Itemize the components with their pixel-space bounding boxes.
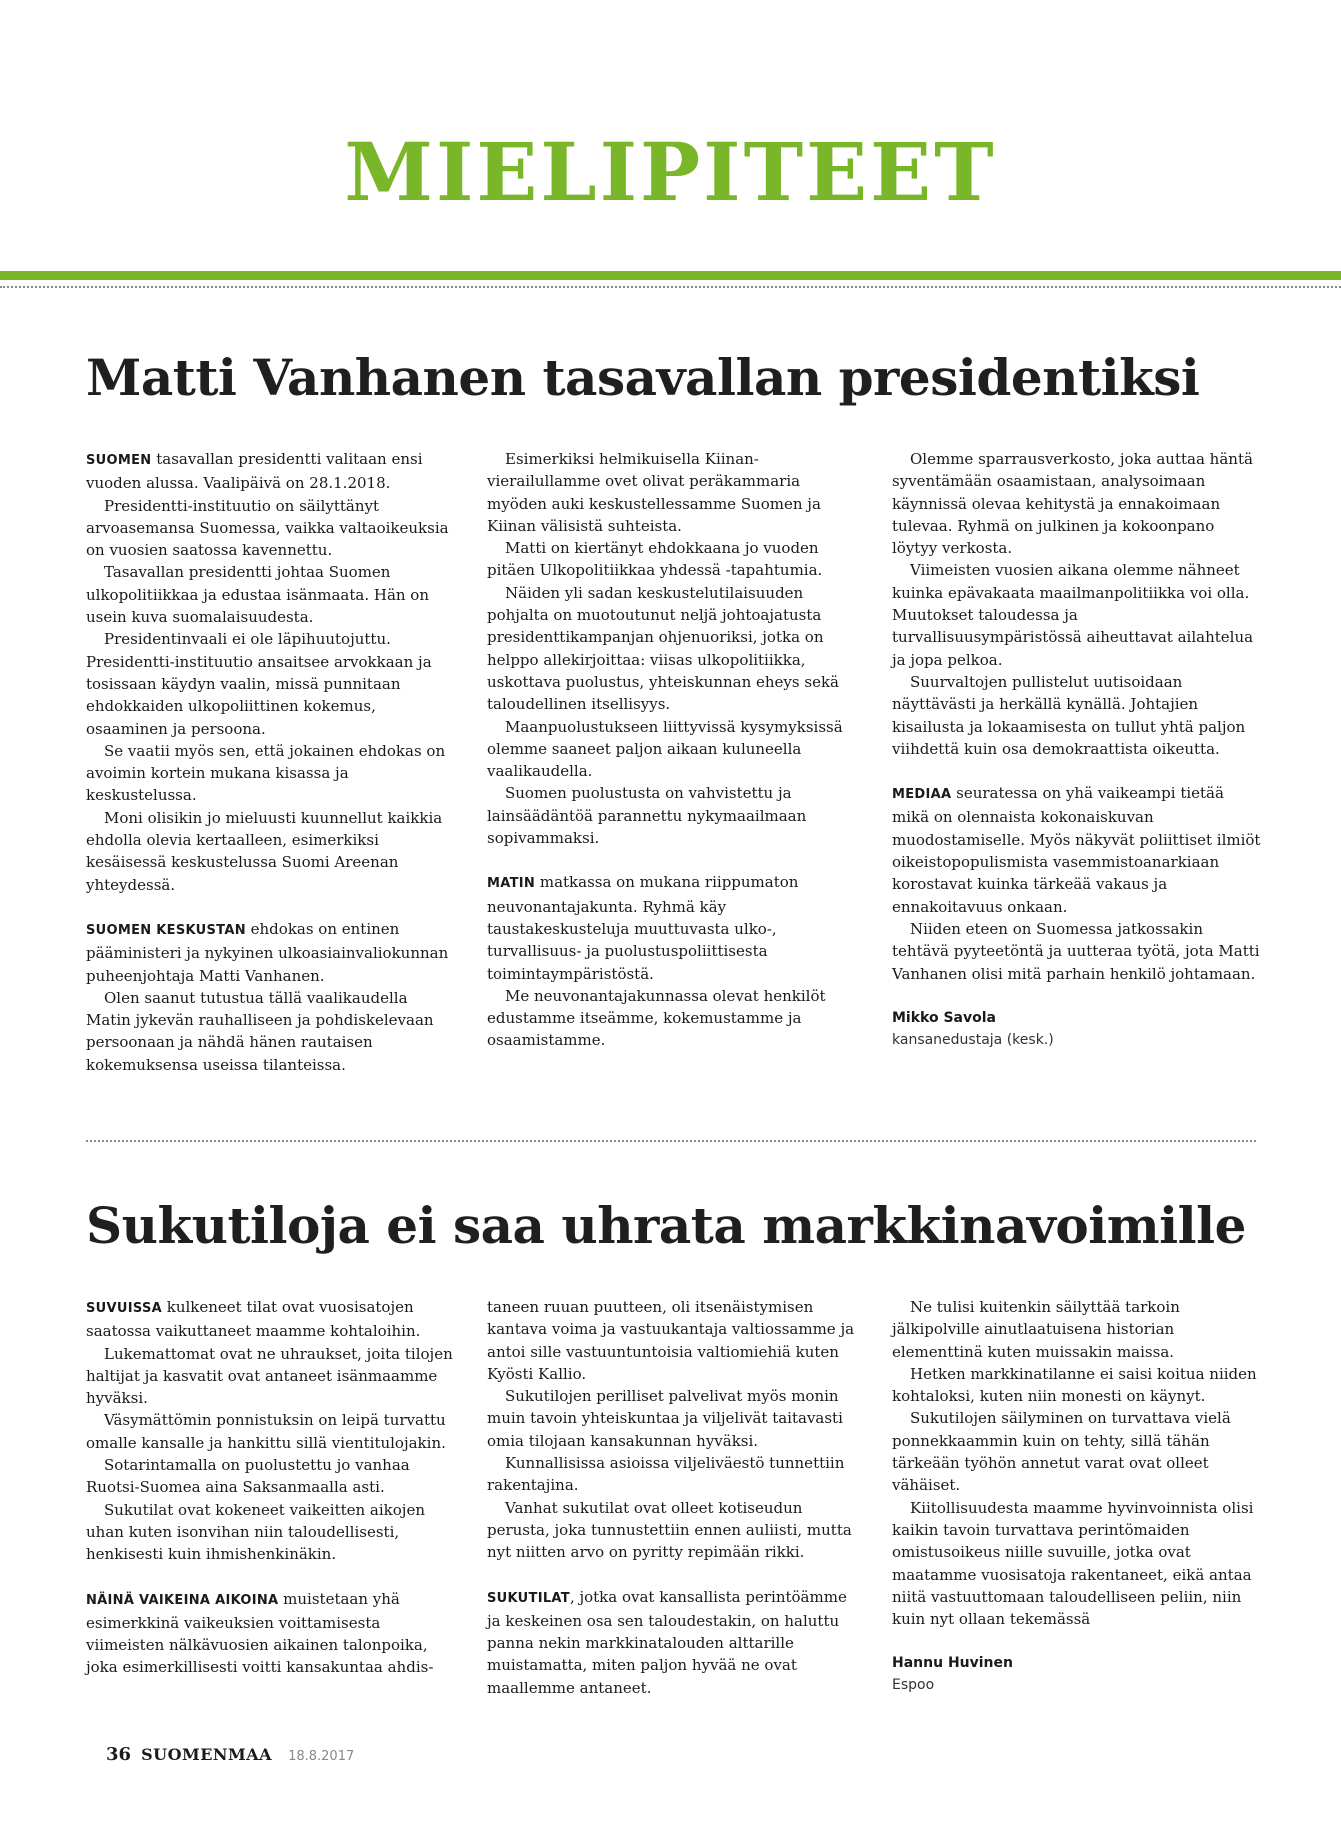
- paragraph: [86, 495, 456, 562]
- paragraph-text: Me neuvonantajakunnassa olevat henkilöt edustamme itseämme, kokemustamme ja osaamistamme.: [487, 986, 826, 1050]
- section-title: MIELIPITEET: [344, 125, 997, 219]
- paragraph-text: Sukutilat ovat kokeneet vaikeitten aikojen uhan kuten isonvihan niin taloudellisesti, henkisesti kuin ihmishenkinäkin.: [86, 1500, 425, 1564]
- paragraph-text: Kiitollisuudesta maamme hyvinvoinnista olisi kaikin tavoin turvattava perintömaiden omistusoikeus niille suvuille, jotka ovat maatamme vuosisatoja rakentaneet, eikä antaa niitä vastuuttomaan taloudelliseen peliin, niin kuin nyt ollaan tekemässä: [892, 1498, 1254, 1629]
- paragraph: [487, 537, 857, 582]
- paragraph: [892, 1497, 1262, 1631]
- paragraph: [892, 1407, 1262, 1496]
- paragraph-text: , jotka ovat kansallista perintöämme ja keskeinen osa sen taloudestakin, on haluttu panna nekin markkinatalouden alttarille muistamatta, miten paljon hyvää ne ovat maallemme antaneet.: [487, 1587, 847, 1697]
- page-number: 36: [106, 1744, 132, 1765]
- paragraph-text: Hetken markkinatilanne ei saisi koitua niiden kohtaloksi, kuten niin monesti on käynyt.: [892, 1364, 1257, 1406]
- paragraph: [86, 561, 456, 628]
- article1-byline: [892, 1007, 1262, 1051]
- paragraph-text: Olen saanut tutustua tällä vaalikaudella Matin jykevän rauhalliseen ja pohdiskelevaan persoonaan ja nähdä hänen rautaisen kokemuksensa useissa tilanteissa.: [86, 988, 434, 1074]
- paragraph: [86, 1409, 456, 1454]
- paragraph-text: Matti on kiertänyt ehdokkaana jo vuoden pitäen Ulkopolitiikkaa yhdessä -tapahtumia.: [487, 539, 823, 580]
- paragraph: [86, 628, 456, 739]
- article1-column-3: [892, 448, 1262, 1051]
- paragraph: [487, 1586, 857, 1699]
- paragraph-lead-word: SUOMEN: [86, 453, 152, 468]
- article2-byline: [892, 1652, 1262, 1696]
- paragraph: [86, 807, 456, 896]
- paragraph-text: Esimerkiksi helmikuisella Kiinan-vierailullamme ovet olivat peräkammaria myöden auki keskustellessamme Suomen ja Kiinan välisistä suhteista.: [487, 450, 821, 535]
- paragraph-text: Kunnallisissa asioissa viljeliväestö tunnettiin rakentajina.: [487, 1454, 845, 1495]
- paragraph-text: Lukemattomat ovat ne uhraukset, joita tilojen haltijat ja kasvatit ovat antaneet isänmaamme hyväksi.: [86, 1344, 453, 1408]
- paragraph: [892, 918, 1262, 985]
- paragraph: [487, 1296, 857, 1385]
- paragraph: [892, 1296, 1262, 1363]
- article1-headline: Matti Vanhanen tasavallan presidentiksi: [86, 348, 1200, 407]
- paragraph: [892, 559, 1262, 670]
- paragraph-text: Presidentinvaali ei ole läpihuutojuttu. Presidentti-instituutio ansaitsee arvokkaan ja tosissaan käydyn vaalin, missä punnitaan ehdokkaiden ulkopoliittinen kokemus, osaaminen ja persoona.: [86, 630, 432, 738]
- article2-headline: Sukutiloja ei saa uhrata markkinavoimille: [86, 1196, 1246, 1255]
- paragraph-text: Moni olisikin jo mieluusti kuunnellut kaikkia ehdolla olevia kertaalleen, esimerkiksi kesäisessä keskustelussa Suomi Areenan yhteydessä.: [86, 808, 443, 894]
- paragraph-text: seuratessa on yhä vaikeampi tietää mikä on olennaista kokonaiskuvan muodostamiselle. Myös näkyvät poliittiset ilmiöt oikeistopopulismista vasemmistoanarkiaan korostavat kuinka tärkeää vakaus ja ennakoitavuus onkaan.: [892, 784, 1261, 916]
- paragraph: [86, 1343, 456, 1410]
- paragraph-lead-word: MEDIAA: [892, 787, 952, 803]
- paragraph-lead-word: MATIN: [487, 876, 536, 892]
- paragraph: [86, 987, 456, 1076]
- dotted-divider-top: [0, 286, 1341, 288]
- author-title: Espoo: [892, 1677, 935, 1694]
- paragraph-text: tasavallan presidentti valitaan ensi vuoden alussa. Vaalipäivä on 28.1.2018.: [86, 450, 423, 493]
- paragraph: [487, 985, 857, 1052]
- author-name: Hannu Huvinen: [892, 1655, 1013, 1672]
- paragraph-text: Olemme sparrausverkosto, joka auttaa häntä syventämään osaamistaan, analysoimaan käynnissä olevaa kehitystä ja ennakoimaan tulevaa. Ryhmä on julkinen ja kokoonpano löytyy verkosta.: [892, 450, 1253, 558]
- paragraph-text: Sukutilojen perilliset palvelivat myös monin muin tavoin yhteiskuntaa ja viljelivät taitavasti omia tilojaan kansakunnan hyväksi.: [487, 1387, 843, 1450]
- paragraph: [892, 1363, 1262, 1408]
- author-name: Mikko Savola: [892, 1009, 996, 1026]
- paragraph-text: taneen ruuan puutteen, oli itsenäistymisen kantava voima ja vastuukantaja valtiossamme ja antoi sille vastuuntuntoisia valtiomiehiä kuten Kyösti Kallio.: [487, 1298, 855, 1383]
- paragraph-text: Maanpuolustukseen liittyvissä kysymyksissä olemme saaneet paljon aikaan kuluneella vaalikaudella.: [487, 717, 843, 781]
- article2-column-2: [487, 1296, 857, 1699]
- paragraph: [892, 782, 1262, 918]
- paragraph: [86, 740, 456, 807]
- paragraph-text: kulkeneet tilat ovat vuosisatojen saatossa vaikuttaneet maamme kohtaloihin.: [86, 1298, 421, 1341]
- paragraph-lead-word: SUKUTILAT: [487, 1590, 570, 1606]
- paragraph: [86, 1588, 456, 1679]
- paragraph-text: Tasavallan presidentti johtaa Suomen ulkopolitiikkaa ja edustaa isänmaata. Hän on usein kuva suomalaisuudesta.: [86, 563, 430, 627]
- paragraph-text: Vanhat sukutilat ovat olleet kotiseudun perusta, joka tunnustettiin ennen auliisti, mutta nyt niitten arvo on pyritty repimään rikki.: [487, 1498, 852, 1562]
- paragraph-text: Niiden eteen on Suomessa jatkossakin tehtävä pyyteetöntä ja uutteraa työtä, jota Matti Vanhanen olisi mitä parhain henkilö johtamaan.: [892, 919, 1260, 983]
- paragraph: [86, 1454, 456, 1499]
- paragraph: [487, 716, 857, 783]
- paragraph: [487, 871, 857, 984]
- page-footer: [106, 1744, 354, 1768]
- paragraph: [487, 582, 857, 716]
- paragraph: [487, 782, 857, 849]
- paragraph-text: Väsymättömin ponnistuksin on leipä turvattu omalle kansalle ja hankittu sillä vientitulojakin.: [86, 1411, 446, 1452]
- paragraph-text: Ne tulisi kuitenkin säilyttää tarkoin jälkipolville ainutlaatuisena historian elementtinä kuten muissakin maissa.: [892, 1298, 1180, 1361]
- paragraph: [86, 918, 456, 987]
- paragraph-text: matkassa on mukana riippumaton neuvonantajakunta. Ryhmä käy taustakeskusteluja muuttuvasta ulko-, turvallisuus- ja puolustuspoliittisesta toimintaympäristöstä.: [487, 873, 799, 983]
- paragraph: [487, 1385, 857, 1452]
- paragraph-text: Sukutilojen säilyminen on turvattava vielä ponnekkaammin kuin on tehty, sillä tähän tärkeään työhön annetut varat ovat olleet vähäiset.: [892, 1409, 1231, 1495]
- publication-name: SUOMENMAA: [141, 1745, 273, 1764]
- paragraph-text: Näiden yli sadan keskustelutilaisuuden pohjalta on muotoutunut neljä johtoajatusta presidenttikampanjan ohjenuoriksi, jotka on helppo allekirjoittaa: viisas ulkopolitiikka, uskottava puolustus, yhteiskunnan eheys sekä taloudellinen itsellisyys.: [487, 583, 839, 714]
- paragraph: [892, 671, 1262, 760]
- section-divider-bar: [0, 271, 1341, 280]
- paragraph: [86, 1296, 456, 1343]
- paragraph-lead-word: NÄINÄ VAIKEINA AIKOINA: [86, 1592, 279, 1608]
- paragraph: [487, 1497, 857, 1564]
- paragraph-text: Sotarintamalla on puolustettu jo vanhaa Ruotsi-Suomea aina Saksanmaalla asti.: [86, 1456, 410, 1497]
- paragraph-text: muistetaan yhä esimerkkinä vaikeuksien voittamisesta viimeisten nälkävuosien aikainen talonpoika, joka esimerkillisesti voitti kansakuntaa ahdis-: [86, 1589, 434, 1677]
- paragraph: [86, 1499, 456, 1566]
- paragraph: [892, 448, 1262, 559]
- paragraph: [487, 1452, 857, 1497]
- paragraph: [487, 448, 857, 537]
- dotted-divider-articles: [86, 1140, 1256, 1142]
- paragraph: [86, 448, 456, 495]
- paragraph-text: Presidentti-instituutio on säilyttänyt arvoasemansa Suomessa, vaikka valtaoikeuksia on vuosien saatossa kavennettu.: [86, 496, 449, 560]
- author-title: kansanedustaja (kesk.): [892, 1031, 1054, 1048]
- paragraph-text: Se vaatii myös sen, että jokainen ehdokas on avoimin kortein mukana kisassa ja keskustelussa.: [86, 741, 446, 805]
- paragraph-text: Suurvaltojen pullistelut uutisoidaan näyttävästi ja herkällä kynällä. Johtajien kisailusta ja lokaamisesta on tullut yhtä paljon viihdettä kuin osa demokraattista oikeutta.: [892, 672, 1246, 758]
- article2-column-3: [892, 1296, 1262, 1696]
- publication-date: 18.8.2017: [288, 1749, 355, 1764]
- article2-column-1: [86, 1296, 456, 1679]
- paragraph-text: Viimeisten vuosien aikana olemme nähneet kuinka epävakaata maailmanpolitiikka voi olla. Muutokset taloudessa ja turvallisuusympäristössä aiheuttavat ailahtelua ja jopa pelkoa.: [892, 561, 1254, 669]
- article1-column-2: [487, 448, 857, 1052]
- paragraph-text: Suomen puolustusta on vahvistettu ja lainsäädäntöä parannettu nykymaailmaan sopivammaksi.: [487, 784, 807, 848]
- article1-column-1: [86, 448, 456, 1076]
- paragraph-lead-word: SUVUISSA: [86, 1301, 162, 1316]
- paragraph-text: ehdokas on entinen pääministeri ja nykyinen ulkoasiainvaliokunnan puheenjohtaja Matti Vanhanen.: [86, 919, 449, 985]
- paragraph-lead-word: SUOMEN KESKUSTAN: [86, 922, 246, 938]
